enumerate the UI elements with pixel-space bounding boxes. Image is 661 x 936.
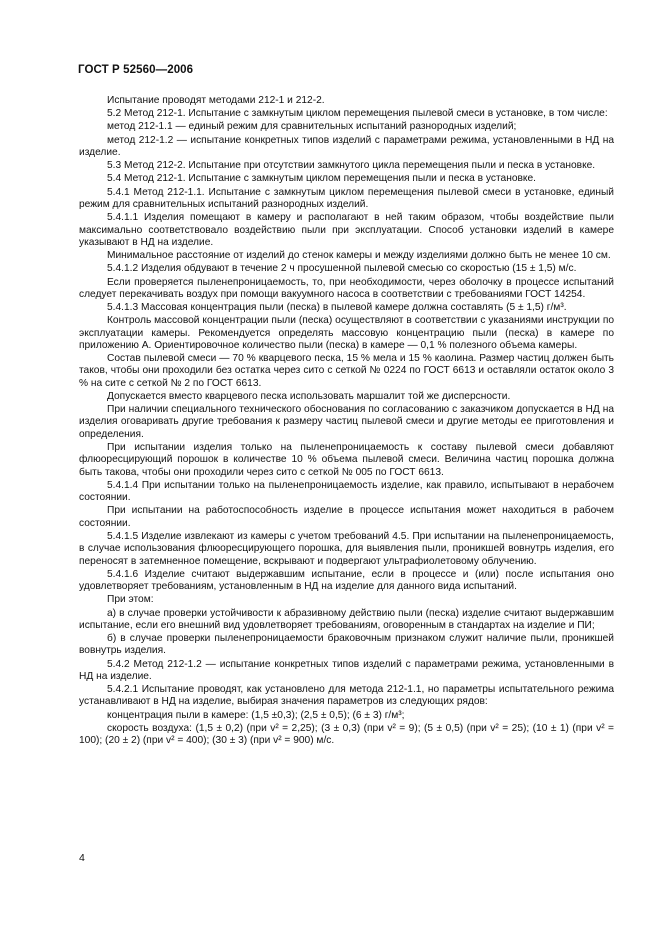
paragraph: метод 212-1.1 — единый режим для сравнительных испытаний разнородных изделий; [107, 121, 517, 133]
paragraph: 5.4.1.2 Изделия обдувают в течение 2 ч просушенной пылевой смесью со скоростью (15 ± 1,5) м/с. [107, 263, 577, 275]
paragraph: При этом: [107, 594, 154, 606]
paragraph: При испытании изделия только на пыленепроницаемость к составу пылевой смеси добавляют флюоресцирующий порошок в количестве 10 % объема пылевой смеси. Величина частиц порошка должна быть такова, чтобы они проходили через сито с сеткой № 005 по ГОСТ 6613. [79, 442, 614, 478]
paragraph: 5.4.2.1 Испытание проводят, как установлено для метода 212-1.1, но параметры испытательного режима устанавливают в НД на изделие, выбирая значения параметров из следующих рядов: [79, 684, 614, 708]
paragraph: Допускается вместо кварцевого песка использовать маршалит той же дисперсности. [107, 390, 511, 402]
paragraph: Испытание проводят методами 212-1 и 212-2. [107, 95, 325, 106]
paragraph: Контроль массовой концентрации пыли (песка) осуществляют в соответствии с указаниями инструкции по эксплуатации камеры. Рекомендуется определять массовую концентрацию пыли (песка) в камере по приложению А. Ориентировочное количество пыли (песка) в камере — 0,1 % полезного объема камеры. [79, 315, 614, 351]
paragraph: При испытании на работоспособность изделие в процессе испытания может находиться в рабочем состоянии. [79, 505, 614, 529]
paragraph: 5.4.2 Метод 212-1.2 — испытание конкретных типов изделий с параметрами режима, установленными в НД на изделие. [79, 658, 614, 682]
paragraph: 5.4.1.1 Изделия помещают в камеру и располагают в ней таким образом, чтобы воздействие пыли максимально соответствовало воздействию пыли при эксплуатации. Способ установки изделий в камере указывают в НД на изделие. [79, 212, 614, 248]
paragraph: 5.2 Метод 212-1. Испытание с замкнутым циклом перемещения пылевой смеси в установке, в том числе: [107, 108, 608, 120]
paragraph: Состав пылевой смеси — 70 % кварцевого песка, 15 % мела и 15 % каолина. Размер частиц должен быть таков, чтобы они проходили без остатка через сито с сеткой № 0224 по ГОСТ 6613 и оставляли остаток около 3 % на сите с сеткой № 2 по ГОСТ 6613. [79, 353, 614, 389]
paragraph: концентрация пыли в камере: (1,5 ±0,3); (2,5 ± 0,5); (6 ± 3) г/м³; [107, 709, 405, 721]
paragraph: 5.4.1.4 При испытании только на пыленепроницаемость изделие, как правило, испытывают в нерабочем состоянии. [79, 479, 614, 504]
document-header: ГОСТ Р 52560—2006 [78, 64, 194, 76]
paragraph: 5.4.1.3 Массовая концентрация пыли (песка) в пылевой камере должна составлять (5 ± 1,5) г/м³. [107, 302, 567, 314]
paragraph: а) в случае проверки устойчивости к абразивному действию пыли (песка) изделие считают выдержавшим испытание, если его внешний вид удовлетворяет требованиям, оговоренным в стандартах на изделие и ПИ; [79, 607, 614, 631]
paragraph: 5.4 Метод 212-1. Испытание с замкнутым циклом перемещения пыли и песка в установке. [107, 173, 536, 185]
paragraph: б) в случае проверки пыленепроницаемости браковочным признаком служит наличие пыли, проникшей вовнутрь изделия. [79, 633, 614, 657]
paragraph: Минимальное расстояние от изделий до стенок камеры и между изделиями должно быть не менее 10 см. [107, 250, 611, 262]
paragraph: метод 212-1.2 — испытание конкретных типов изделий с параметрами режима, установленными в НД на изделие. [79, 134, 614, 158]
page-number: 4 [79, 852, 85, 864]
paragraph: 5.3 Метод 212-2. Испытание при отсутствии замкнутого цикла перемещения пыли и песка в установке. [107, 160, 596, 172]
paragraph: Если проверяется пыленепроницаемость, то, при необходимости, через оболочку в процессе испытаний следует перекачивать воздух при помощи вакуумного насоса в соответствии с требованиями ГОСТ 14254. [79, 276, 614, 300]
document-body [79, 95, 614, 748]
paragraph: 5.4.1.5 Изделие извлекают из камеры с учетом требований 4.5. При испытании на пыленепроницаемость, в случае использования флюоресцирующего порошка, для выявления пыли, проникшей вовнутрь изделия, его переносят в затемненное помещение, вскрывают и подвергают ультрафиолетовому облучению. [79, 530, 614, 567]
paragraph: 5.4.1 Метод 212-1.1. Испытание с замкнутым циклом перемещения пылевой смеси в установке, единый режим для сравнительных испытаний разнородных изделий. [79, 186, 614, 210]
paragraph: 5.4.1.6 Изделие считают выдержавшим испытание, если в процессе и (или) после испытания оно удовлетворяет требованиям, установленным в НД на изделие для данного вида испытаний. [79, 568, 614, 593]
paragraph: скорость воздуха: (1,5 ± 0,2) (при v² = 2,25); (3 ± 0,3) (при v² = 9); (5 ± 0,5) (при v² = 25); (10 ± 1) (при v² = 100); (20 ± 2) (при v² = 400); (30 ± 3) (при v² = 900) м/с. [79, 722, 614, 747]
paragraph: При наличии специального технического обоснования по согласованию с заказчиком допускается в НД на изделия оговаривать другие требования к размеру частиц пылевой смеси и другие методы ее приготовления и определения. [79, 404, 614, 440]
